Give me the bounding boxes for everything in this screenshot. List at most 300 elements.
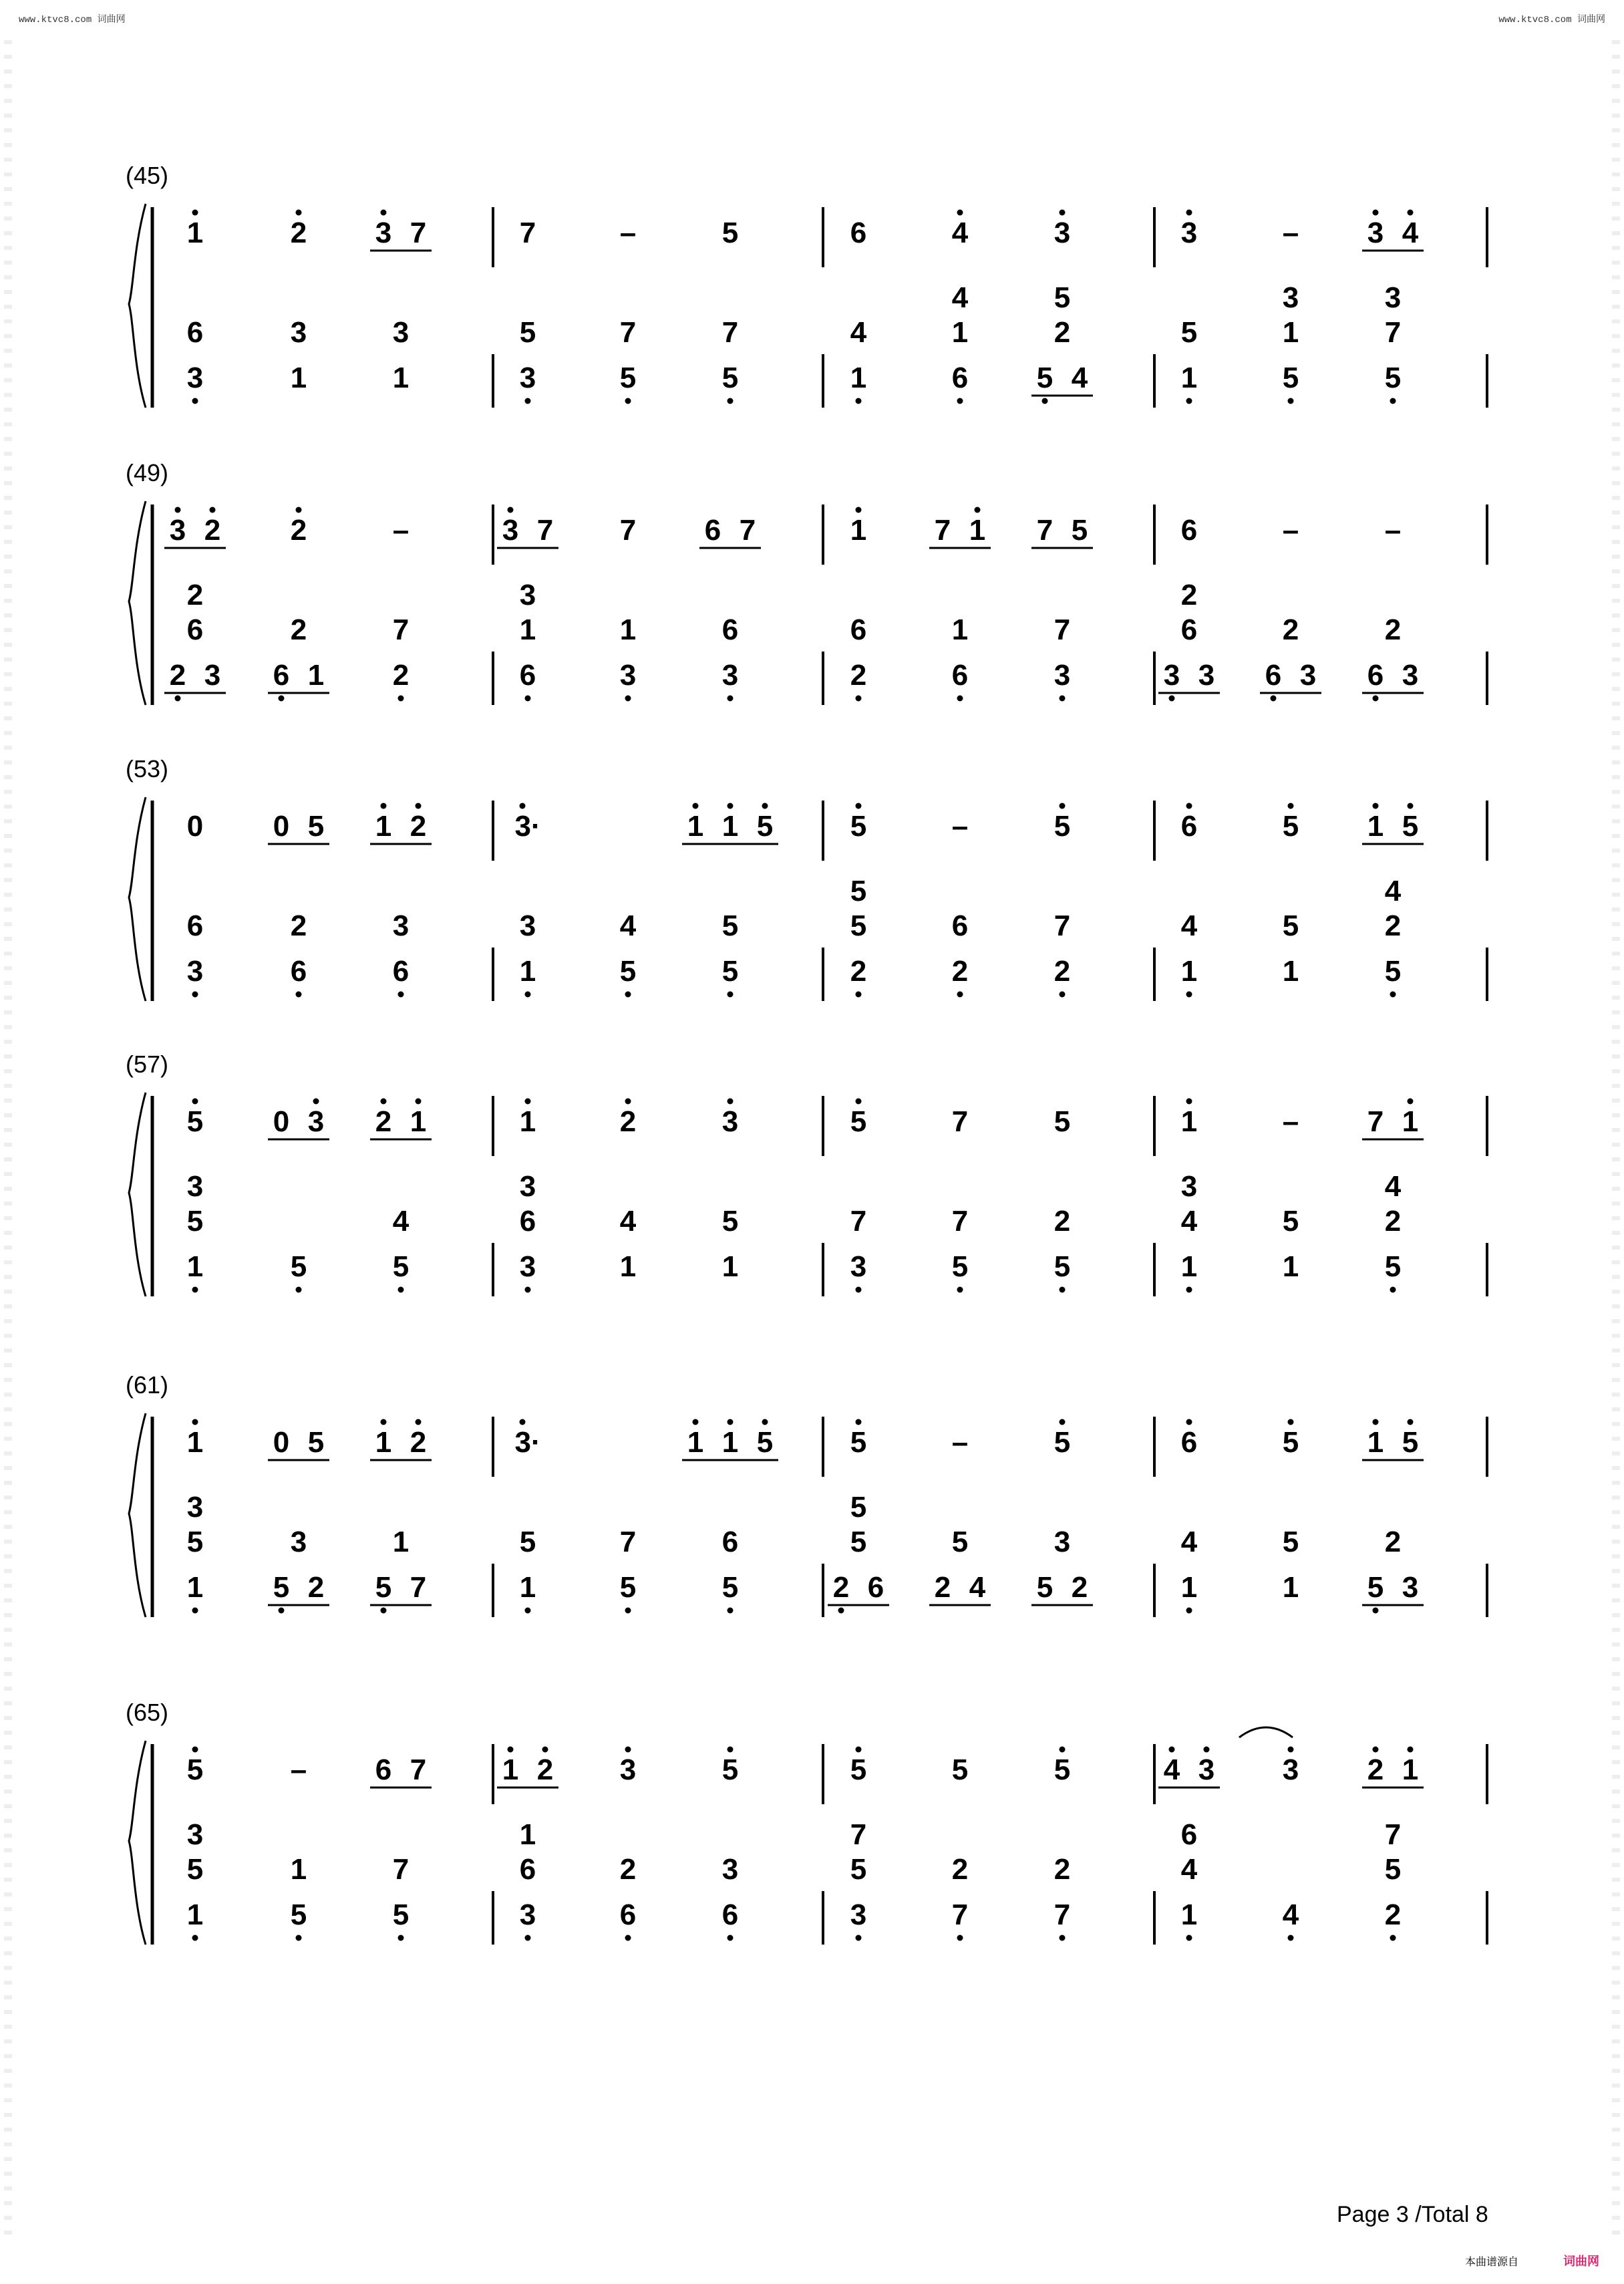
chord-top-note: 3 — [186, 1491, 204, 1524]
octave-low-dot — [525, 696, 531, 702]
treble-note: 3 — [169, 514, 186, 547]
treble-note: 1 — [1402, 1753, 1419, 1786]
octave-low-dot — [838, 1608, 844, 1614]
chord-top-note: 4 — [951, 281, 969, 314]
chord-middle-note: 2 — [1053, 316, 1071, 349]
brand-logo: 词曲网 — [1563, 2255, 1599, 2268]
octave-low-dot — [727, 696, 734, 702]
bass-note: 5 — [619, 362, 637, 394]
bass-note: 3 — [619, 659, 637, 692]
octave-high-dot — [381, 803, 387, 809]
octave-high-dot — [1060, 803, 1066, 809]
octave-high-dot — [727, 1747, 734, 1753]
octave-high-dot — [381, 210, 387, 216]
treble-note: 5 — [1282, 1426, 1299, 1459]
octave-high-dot — [192, 1419, 198, 1425]
octave-low-dot — [1060, 1287, 1066, 1293]
bass-note: 2 — [832, 1571, 850, 1604]
treble-note: 5 — [1282, 810, 1299, 843]
octave-high-dot — [856, 507, 862, 513]
octave-low-dot — [525, 398, 531, 404]
bass-note: 5 — [1036, 1571, 1053, 1604]
treble-note: 6 — [375, 1753, 392, 1786]
chord-top-note: 1 — [519, 1818, 536, 1851]
bass-note: 6 — [273, 659, 290, 692]
treble-note: 4 — [1163, 1753, 1180, 1786]
octave-low-dot — [957, 1935, 963, 1941]
treble-note: 5 — [850, 810, 867, 843]
treble-note: 6 — [850, 217, 867, 249]
octave-high-dot — [856, 1099, 862, 1105]
chord-middle-note: 2 — [1053, 1853, 1071, 1886]
treble-note: 5 — [756, 810, 774, 843]
octave-high-dot — [1408, 1419, 1414, 1425]
bass-note: 1 — [1282, 955, 1299, 988]
chord-middle-note: 7 — [1053, 613, 1071, 646]
bass-note: 3 — [186, 362, 204, 394]
treble-note: 5 — [1053, 1426, 1071, 1459]
chord-middle-note: 5 — [186, 1205, 204, 1238]
treble-note: 3 — [1367, 217, 1384, 249]
chord-middle-note: 5 — [850, 1853, 867, 1886]
header-right-text: www.ktvc8.com 词曲网 — [1498, 15, 1605, 25]
treble-note: – — [290, 1753, 307, 1786]
bass-note: 5 — [619, 1571, 637, 1604]
header-left-text: www.ktvc8.com 词曲网 — [19, 15, 126, 25]
treble-note: 1 — [375, 810, 392, 843]
treble-note: 7 — [1036, 514, 1053, 547]
chord-middle-note: 5 — [850, 909, 867, 942]
treble-note: 5 — [1071, 514, 1088, 547]
octave-low-dot — [1373, 1608, 1379, 1614]
chord-top-note: 3 — [519, 579, 536, 611]
octave-high-dot — [625, 1099, 631, 1105]
chord-middle-note: 2 — [290, 613, 307, 646]
octave-high-dot — [1060, 210, 1066, 216]
treble-note: 1 — [502, 1753, 519, 1786]
octave-low-dot — [856, 1287, 862, 1293]
bass-note: 2 — [934, 1571, 951, 1604]
bass-note: 7 — [1053, 1898, 1071, 1931]
octave-low-dot — [381, 1608, 387, 1614]
bass-note: 2 — [392, 659, 410, 692]
chord-middle-note: 5 — [721, 909, 739, 942]
chord-middle-note: 6 — [186, 613, 204, 646]
treble-note: 5 — [850, 1753, 867, 1786]
octave-high-dot — [542, 1747, 548, 1753]
chord-middle-note: 3 — [519, 909, 536, 942]
treble-note: 7 — [739, 514, 756, 547]
octave-low-dot — [296, 1287, 302, 1293]
bass-note: 6 — [951, 659, 969, 692]
bass-note: 5 — [721, 1571, 739, 1604]
octave-high-dot — [508, 1747, 514, 1753]
octave-low-dot — [1186, 1287, 1192, 1293]
system-brace — [129, 204, 146, 408]
treble-note: 7 — [519, 217, 536, 249]
treble-note: 5 — [1053, 810, 1071, 843]
chord-top-note: 5 — [850, 1491, 867, 1524]
treble-note: 3 — [307, 1105, 325, 1138]
octave-low-dot — [1060, 696, 1066, 702]
system-brace — [129, 797, 146, 1001]
bass-note: 5 — [619, 955, 637, 988]
octave-low-dot — [279, 1608, 285, 1614]
chord-middle-note: 6 — [519, 1205, 536, 1238]
chord-middle-note: 1 — [951, 316, 969, 349]
chord-middle-note: 7 — [1053, 909, 1071, 942]
treble-note: 2 — [290, 514, 307, 547]
octave-low-dot — [957, 1287, 963, 1293]
chord-middle-note: 1 — [951, 613, 969, 646]
octave-low-dot — [625, 398, 631, 404]
octave-high-dot — [727, 803, 734, 809]
octave-high-dot — [727, 1419, 734, 1425]
bass-note: 6 — [1367, 659, 1384, 692]
chord-middle-note: 1 — [392, 1526, 410, 1558]
treble-note: 3· — [514, 1426, 541, 1459]
chord-middle-note: 2 — [1384, 613, 1402, 646]
bass-note: 1 — [619, 1250, 637, 1283]
treble-note: 6 — [1180, 1426, 1198, 1459]
chord-middle-note: 2 — [290, 909, 307, 942]
bass-note: 5 — [1053, 1250, 1071, 1283]
treble-note: – — [1282, 514, 1299, 547]
octave-low-dot — [398, 992, 404, 998]
octave-high-dot — [1169, 1747, 1175, 1753]
treble-note: 1 — [1180, 1105, 1198, 1138]
octave-low-dot — [296, 992, 302, 998]
octave-high-dot — [1186, 1419, 1192, 1425]
octave-low-dot — [957, 696, 963, 702]
chord-middle-note: 2 — [1384, 1205, 1402, 1238]
octave-high-dot — [1373, 1419, 1379, 1425]
chord-top-note: 2 — [186, 579, 204, 611]
chord-middle-note: 3 — [721, 1853, 739, 1886]
chord-middle-note: 7 — [619, 1526, 637, 1558]
bass-note: 3 — [721, 659, 739, 692]
treble-note: 1 — [969, 514, 986, 547]
chord-middle-note: 5 — [519, 1526, 536, 1558]
chord-middle-note: 7 — [721, 316, 739, 349]
system-brace — [129, 1741, 146, 1945]
octave-high-dot — [1060, 1419, 1066, 1425]
treble-note: 7 — [951, 1105, 969, 1138]
chord-middle-note: 5 — [850, 1526, 867, 1558]
octave-low-dot — [727, 1608, 734, 1614]
treble-note: 7 — [410, 217, 427, 249]
treble-note: 5 — [1402, 810, 1419, 843]
treble-note: 1 — [1402, 1105, 1419, 1138]
chord-top-note: 3 — [186, 1818, 204, 1851]
octave-low-dot — [856, 398, 862, 404]
bass-note: 1 — [519, 1571, 536, 1604]
treble-note: 5 — [756, 1426, 774, 1459]
octave-low-dot — [192, 1935, 198, 1941]
chord-middle-note: 5 — [1282, 1205, 1299, 1238]
octave-low-dot — [1390, 992, 1396, 998]
chord-top-note: 3 — [1282, 281, 1299, 314]
octave-low-dot — [1042, 398, 1048, 404]
chord-top-note: 3 — [1180, 1170, 1198, 1203]
page-number: Page 3 /Total 8 — [1337, 2202, 1488, 2227]
bass-note: 6 — [392, 955, 410, 988]
treble-note: 2 — [1367, 1753, 1384, 1786]
treble-note: 1 — [186, 217, 204, 249]
treble-note: – — [1282, 217, 1299, 249]
octave-low-dot — [279, 696, 285, 702]
chord-middle-note: 6 — [850, 613, 867, 646]
bass-note: 5 — [1036, 362, 1053, 394]
chord-middle-note: 1 — [1282, 316, 1299, 349]
octave-low-dot — [1288, 398, 1294, 404]
chord-middle-note: 6 — [1180, 613, 1198, 646]
bass-note: 5 — [273, 1571, 290, 1604]
treble-note: 3 — [1180, 217, 1198, 249]
treble-note: 5 — [1402, 1426, 1419, 1459]
bass-note: 1 — [1282, 1571, 1299, 1604]
treble-note: 5 — [307, 1426, 325, 1459]
chord-middle-note: 2 — [1053, 1205, 1071, 1238]
chord-middle-note: 2 — [951, 1853, 969, 1886]
treble-note: 1 — [519, 1105, 536, 1138]
treble-note: – — [951, 1426, 969, 1459]
octave-low-dot — [1186, 1608, 1192, 1614]
treble-note: 2 — [410, 810, 427, 843]
chord-middle-note: 4 — [1180, 1205, 1198, 1238]
bass-note: 3 — [1402, 1571, 1419, 1604]
treble-note: 4 — [1402, 217, 1419, 249]
octave-high-dot — [856, 1419, 862, 1425]
treble-note: 7 — [536, 514, 554, 547]
treble-note: 1 — [687, 1426, 704, 1459]
bass-note: 6 — [519, 659, 536, 692]
chord-top-note: 5 — [1053, 281, 1071, 314]
octave-low-dot — [1271, 696, 1277, 702]
chord-middle-note: 7 — [1384, 316, 1402, 349]
chord-middle-note: 5 — [721, 1205, 739, 1238]
bass-note: 5 — [1384, 362, 1402, 394]
measure-number: (53) — [126, 755, 169, 782]
octave-low-dot — [727, 992, 734, 998]
octave-low-dot — [192, 1287, 198, 1293]
bass-note: 2 — [169, 659, 186, 692]
bass-note: 5 — [392, 1898, 410, 1931]
measure-number: (61) — [126, 1371, 169, 1399]
chord-middle-note: 7 — [392, 613, 410, 646]
chord-middle-note: 3 — [1053, 1526, 1071, 1558]
chord-middle-note: 4 — [1180, 1526, 1198, 1558]
bass-note: 3 — [1163, 659, 1180, 692]
octave-high-dot — [1060, 1747, 1066, 1753]
octave-high-dot — [1204, 1747, 1210, 1753]
octave-high-dot — [1373, 1747, 1379, 1753]
treble-note: 6 — [704, 514, 721, 547]
octave-low-dot — [727, 398, 734, 404]
octave-low-dot — [1288, 1935, 1294, 1941]
octave-high-dot — [975, 507, 981, 513]
octave-low-dot — [856, 696, 862, 702]
bass-note: 1 — [1180, 955, 1198, 988]
treble-note: 2 — [410, 1426, 427, 1459]
bass-note: 5 — [1384, 1250, 1402, 1283]
octave-high-dot — [693, 803, 699, 809]
chord-middle-note: 4 — [619, 1205, 637, 1238]
treble-note: 3 — [375, 217, 392, 249]
chord-top-note: 6 — [1180, 1818, 1198, 1851]
octave-high-dot — [210, 507, 216, 513]
octave-low-dot — [192, 398, 198, 404]
octave-low-dot — [525, 1935, 531, 1941]
octave-high-dot — [1186, 1099, 1192, 1105]
octave-high-dot — [762, 803, 768, 809]
treble-note: 3 — [502, 514, 519, 547]
bass-note: 6 — [951, 362, 969, 394]
treble-note: 2 — [290, 217, 307, 249]
chord-middle-note: 2 — [1282, 613, 1299, 646]
treble-note: – — [1384, 514, 1402, 547]
octave-low-dot — [1186, 992, 1192, 998]
octave-low-dot — [625, 1608, 631, 1614]
measure-number: (45) — [126, 162, 169, 189]
bass-note: 5 — [951, 1250, 969, 1283]
octave-low-dot — [296, 1935, 302, 1941]
bass-note: 4 — [1071, 362, 1088, 394]
octave-high-dot — [693, 1419, 699, 1425]
octave-low-dot — [1060, 992, 1066, 998]
bass-note: 1 — [307, 659, 325, 692]
bass-note: 1 — [721, 1250, 739, 1283]
bass-note: 2 — [850, 955, 867, 988]
chord-middle-note: 1 — [519, 613, 536, 646]
bass-note: 2 — [307, 1571, 325, 1604]
chord-middle-note: 7 — [619, 316, 637, 349]
bass-note: 3 — [850, 1898, 867, 1931]
treble-note: 1 — [850, 514, 867, 547]
treble-note: 5 — [1053, 1753, 1071, 1786]
treble-note: 1 — [1367, 810, 1384, 843]
chord-middle-note: 3 — [392, 316, 410, 349]
treble-note: 6 — [1180, 514, 1198, 547]
chord-middle-note: 2 — [1384, 909, 1402, 942]
octave-low-dot — [1186, 1935, 1192, 1941]
chord-middle-note: 5 — [1282, 909, 1299, 942]
treble-note: 3 — [1198, 1753, 1215, 1786]
octave-low-dot — [525, 992, 531, 998]
treble-note: 0 — [273, 810, 290, 843]
octave-low-dot — [192, 992, 198, 998]
octave-low-dot — [1169, 696, 1175, 702]
bass-note: 2 — [951, 955, 969, 988]
bass-note: 3 — [1402, 659, 1419, 692]
treble-note: 2 — [375, 1105, 392, 1138]
octave-high-dot — [1288, 803, 1294, 809]
chord-top-note: 2 — [1180, 579, 1198, 611]
bass-note: 5 — [1367, 1571, 1384, 1604]
bass-note: 1 — [1180, 1250, 1198, 1283]
chord-middle-note: 5 — [519, 316, 536, 349]
octave-low-dot — [1060, 1935, 1066, 1941]
treble-note: – — [619, 217, 637, 249]
treble-note: 1 — [410, 1105, 427, 1138]
octave-high-dot — [520, 1419, 526, 1425]
chord-middle-note: 4 — [1180, 1853, 1198, 1886]
chord-middle-note: 5 — [1180, 316, 1198, 349]
chord-middle-note: 1 — [290, 1853, 307, 1886]
octave-low-dot — [957, 398, 963, 404]
treble-note: 7 — [934, 514, 951, 547]
octave-high-dot — [762, 1419, 768, 1425]
octave-high-dot — [1186, 803, 1192, 809]
measure-number: (57) — [126, 1050, 169, 1078]
treble-note: 2 — [204, 514, 221, 547]
octave-high-dot — [1373, 803, 1379, 809]
bass-note: 3 — [204, 659, 221, 692]
bass-note: 5 — [1282, 362, 1299, 394]
bass-note: 3 — [519, 1898, 536, 1931]
treble-note: 2 — [536, 1753, 554, 1786]
treble-note: 0 — [186, 810, 204, 843]
treble-note: 3 — [1053, 217, 1071, 249]
chord-middle-note: 5 — [951, 1526, 969, 1558]
bass-note: 3 — [519, 1250, 536, 1283]
treble-note: 7 — [1367, 1105, 1384, 1138]
bass-note: 3 — [1198, 659, 1215, 692]
bass-note: 3 — [850, 1250, 867, 1283]
octave-high-dot — [313, 1099, 319, 1105]
treble-note: 1 — [1367, 1426, 1384, 1459]
octave-low-dot — [625, 992, 631, 998]
bass-note: 5 — [290, 1898, 307, 1931]
octave-low-dot — [957, 992, 963, 998]
octave-high-dot — [856, 1747, 862, 1753]
treble-note: 1 — [687, 810, 704, 843]
treble-note: 1 — [375, 1426, 392, 1459]
treble-note: – — [1282, 1105, 1299, 1138]
bass-note: 1 — [850, 362, 867, 394]
bass-note: 1 — [290, 362, 307, 394]
bass-note: 2 — [850, 659, 867, 692]
treble-note: 1 — [721, 810, 739, 843]
bass-note: 1 — [186, 1571, 204, 1604]
octave-high-dot — [1408, 803, 1414, 809]
bass-note: 1 — [1180, 1571, 1198, 1604]
octave-low-dot — [192, 1608, 198, 1614]
bass-note: 3 — [519, 362, 536, 394]
chord-middle-note: 6 — [951, 909, 969, 942]
bass-note: 1 — [186, 1250, 204, 1283]
bass-note: 5 — [1384, 955, 1402, 988]
chord-middle-note: 6 — [186, 316, 204, 349]
bass-note: 1 — [1180, 1898, 1198, 1931]
treble-note: 1 — [721, 1426, 739, 1459]
bass-note: 3 — [1053, 659, 1071, 692]
chord-top-note: 7 — [850, 1818, 867, 1851]
bass-note: 6 — [619, 1898, 637, 1931]
chord-middle-note: 4 — [1180, 909, 1198, 942]
chord-middle-note: 7 — [850, 1205, 867, 1238]
octave-high-dot — [957, 210, 963, 216]
octave-high-dot — [175, 507, 181, 513]
measure-number: (65) — [126, 1699, 169, 1726]
bass-note: 6 — [290, 955, 307, 988]
bass-note: 1 — [519, 955, 536, 988]
bass-note: 5 — [721, 955, 739, 988]
source-note: 本曲谱源自 — [1465, 2257, 1519, 2268]
chord-top-note: 3 — [519, 1170, 536, 1203]
octave-high-dot — [416, 803, 422, 809]
octave-low-dot — [398, 696, 404, 702]
